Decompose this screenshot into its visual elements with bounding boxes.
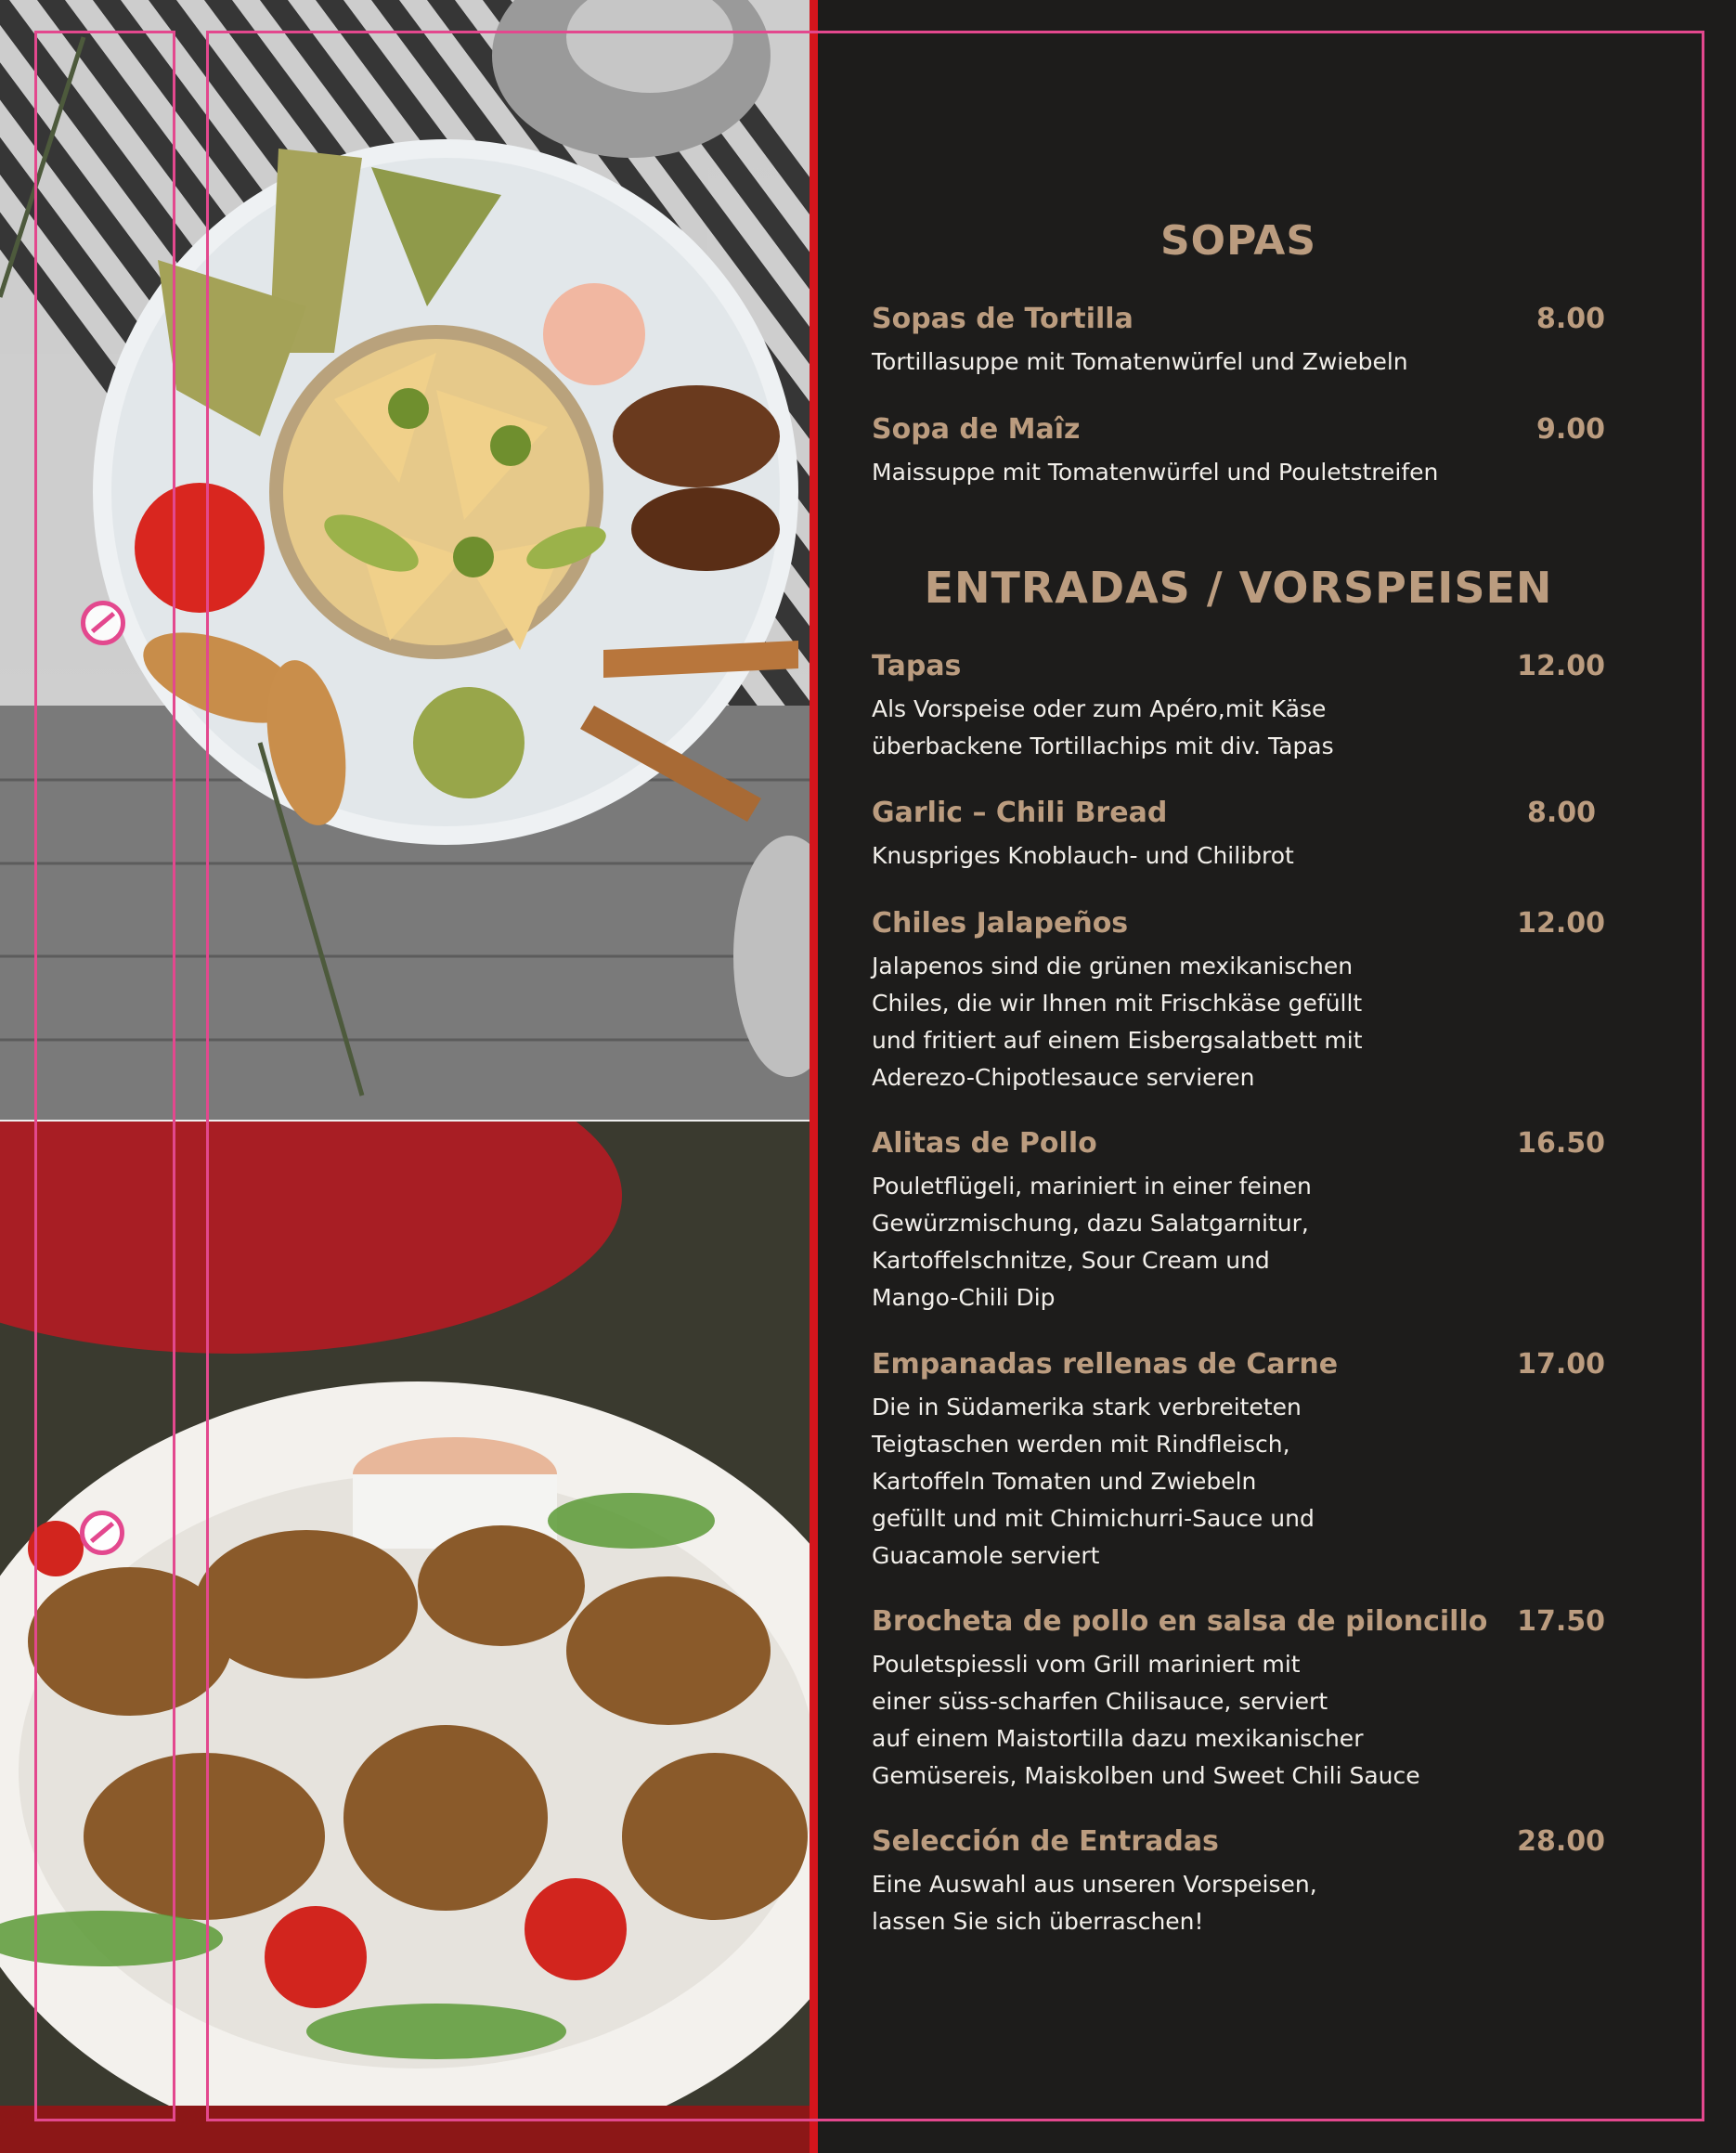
no-smoking-icon (81, 601, 125, 645)
item-name: Chiles Jalapeños (872, 907, 1129, 940)
item-description: Tortillasuppe mit Tomatenwürfel und Zwiebeln (872, 348, 1408, 375)
item-name: Sopas de Tortilla (872, 303, 1134, 335)
item-description: Knuspriges Knoblauch- und Chilibrot (872, 842, 1294, 869)
item-name: Brocheta de pollo en salsa de piloncillo (872, 1605, 1488, 1638)
item-price: 17.50 (1517, 1605, 1605, 1638)
item-price: 16.50 (1517, 1127, 1605, 1160)
item-name: Sopa de Maîz (872, 413, 1081, 446)
no-smoking-icon (80, 1511, 124, 1555)
item-name: Selección de Entradas (872, 1825, 1219, 1858)
item-description: Eine Auswahl aus unseren Vorspeisen, lassen Sie sich überraschen! (872, 1871, 1317, 1935)
item-name: Alitas de Pollo (872, 1127, 1097, 1160)
item-description: Die in Südamerika stark verbreiteten Teigtaschen werden mit Rindfleisch, Kartoffeln Tomaten und Zwiebeln gefüllt und mit Chimichurri-Sauce und Guacamole serviert (872, 1394, 1315, 1569)
item-price: 12.00 (1517, 907, 1605, 940)
item-price: 9.00 (1535, 413, 1605, 446)
item-price: 28.00 (1517, 1825, 1605, 1858)
item-price: 8.00 (1535, 303, 1605, 335)
decorative-frame-left (34, 31, 175, 2121)
item-description: Als Vorspeise oder zum Apéro,mit Käse überbackene Tortillachips mit div. Tapas (872, 695, 1334, 759)
item-name: Garlic – Chili Bread (872, 797, 1168, 829)
item-description: Pouletspiessli vom Grill mariniert mit einer süss-scharfen Chilisauce, serviert auf einem Maistortilla dazu mexikanischer Gemüsereis, Maiskolben und Sweet Chili Sauce (872, 1651, 1420, 1789)
item-name: Empanadas rellenas de Carne (872, 1348, 1339, 1381)
item-description: Pouletflügeli, mariniert in einer feinen Gewürzmischung, dazu Salatgarnitur, Kartoffelschnitze, Sour Cream und Mango-Chili Dip (872, 1173, 1312, 1311)
item-description: Maissuppe mit Tomatenwürfel und Pouletstreifen (872, 459, 1439, 486)
item-price: 17.00 (1517, 1348, 1605, 1381)
section-title-entradas: ENTRADAS / VORSPEISEN (924, 563, 1553, 613)
item-price: 8.00 (1526, 797, 1596, 829)
section-title-sopas: SOPAS (1159, 217, 1317, 265)
item-price: 12.00 (1517, 650, 1605, 682)
item-name: Tapas (872, 650, 962, 682)
item-description: Jalapenos sind die grünen mexikanischen Chiles, die wir Ihnen mit Frischkäse gefüllt und fritiert auf einem Eisbergsalatbett mit Aderezo-Chipotlesauce servieren (872, 953, 1363, 1091)
